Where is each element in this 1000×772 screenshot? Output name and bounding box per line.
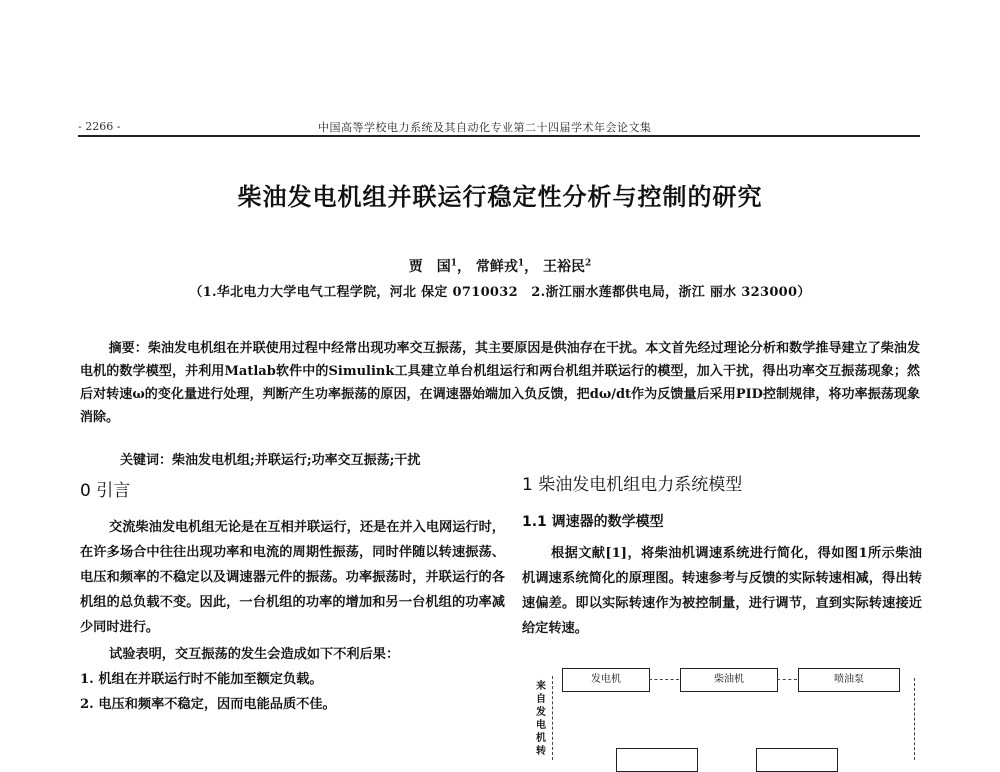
arrow-2 <box>777 679 797 680</box>
section-1-1-heading: 1.1 调速器的数学模型 <box>522 514 664 530</box>
diagram-right-dash <box>914 678 915 760</box>
box-lower-right <box>756 748 838 772</box>
left-column <box>80 476 505 717</box>
affiliation: （1.华北电力大学电气工程学院，河北 保定 0710032 2.浙江丽水莲都供电局，浙江 丽水 323000） <box>189 285 811 300</box>
box-injection-pump: 喷油泵 <box>798 668 900 692</box>
box-lower-left <box>616 748 698 772</box>
abstract <box>80 337 920 429</box>
section-0-para-2: 试验表明，交互振荡的发生会造成如下不利后果： <box>109 647 400 662</box>
running-title: 中国高等学校电力系统及其自动化专业第二十四届学术年会论文集 <box>318 121 652 134</box>
section-1-1-para-1: 根据文献[1]，将柴油机调速系统进行简化，得如图1所示柴油机调速系统简化的原理图。转速参考与反馈的实际转速相减，得出转速偏差。即以实际转速作为被控制量，进行调节，直到实际转速接近给定转速。 <box>522 546 922 636</box>
keywords-text: 柴油发电机组;并联运行;功率交互振荡;干扰 <box>172 453 421 468</box>
box-generator: 发电机 <box>562 668 650 692</box>
list-item-2: 2. 电压和频率不稳定，因而电能品质不佳。 <box>80 697 336 712</box>
list-item-1: 1. 机组在并联运行时不能加至额定负载。 <box>80 672 323 687</box>
section-1-heading: 1 柴油发电机组电力系统模型 <box>522 475 743 495</box>
author-3: 王裕民 <box>543 259 585 275</box>
arrow-1 <box>649 679 679 680</box>
author-2-sup: 1 <box>517 258 525 269</box>
abstract-text: 柴油发电机组在并联使用过程中经常出现功率交互振荡，其主要原因是供油存在干扰。本文首先经过理论分析和数学推导建立了柴油发电机的数学模型，并利用Matlab软件中的Simulink工具建立单台机组运行和两台机组并联运行的模型，加入干扰，得出功率交互振荡现象；然后对转速ω的变化量进行处理，判断产生功率振荡的原因，在调速器始端加入负反馈，把dω/dt作为反馈量后采用PID控制规律，将功率振荡现象消除。 <box>80 341 920 425</box>
section-0-para-1: 交流柴油发电机组无论是在互相并联运行，还是在并入电网运行时，在许多场合中往往出现功率和电流的周期性振荡，同时伴随以转速振荡、电压和频率的不稳定以及调速器元件的振荡。功率振荡时，并联运行的各机组的总负载不变。因此，一台机组的功率的增加和另一台机组的功率减少同时进行。 <box>80 520 505 635</box>
author-3-sup: 2 <box>585 258 592 269</box>
paper-title: 柴油发电机组并联运行稳定性分析与控制的研究 <box>237 183 763 211</box>
author-1: 贾 国 <box>408 259 451 275</box>
diagram-side-label: 来自发电机转 <box>536 681 546 757</box>
authors: 贾 国$^1$， 常鲜戎$^1$， 王裕民$^2$ <box>408 258 592 275</box>
diagram-left-dash <box>552 676 553 760</box>
author-1-sup: 1 <box>450 258 457 269</box>
box-diesel-engine: 柴油机 <box>680 668 778 692</box>
abstract-label: 摘要： <box>108 341 148 356</box>
section-0-heading: 0 引言 <box>80 481 131 501</box>
governor-diagram <box>528 668 920 760</box>
header-rule <box>78 135 920 137</box>
author-2: 常鲜戎 <box>475 259 518 275</box>
page-number: - 2266 - <box>78 120 121 133</box>
keywords <box>120 449 420 468</box>
keywords-label: 关键词： <box>120 453 173 468</box>
right-column <box>522 470 922 641</box>
